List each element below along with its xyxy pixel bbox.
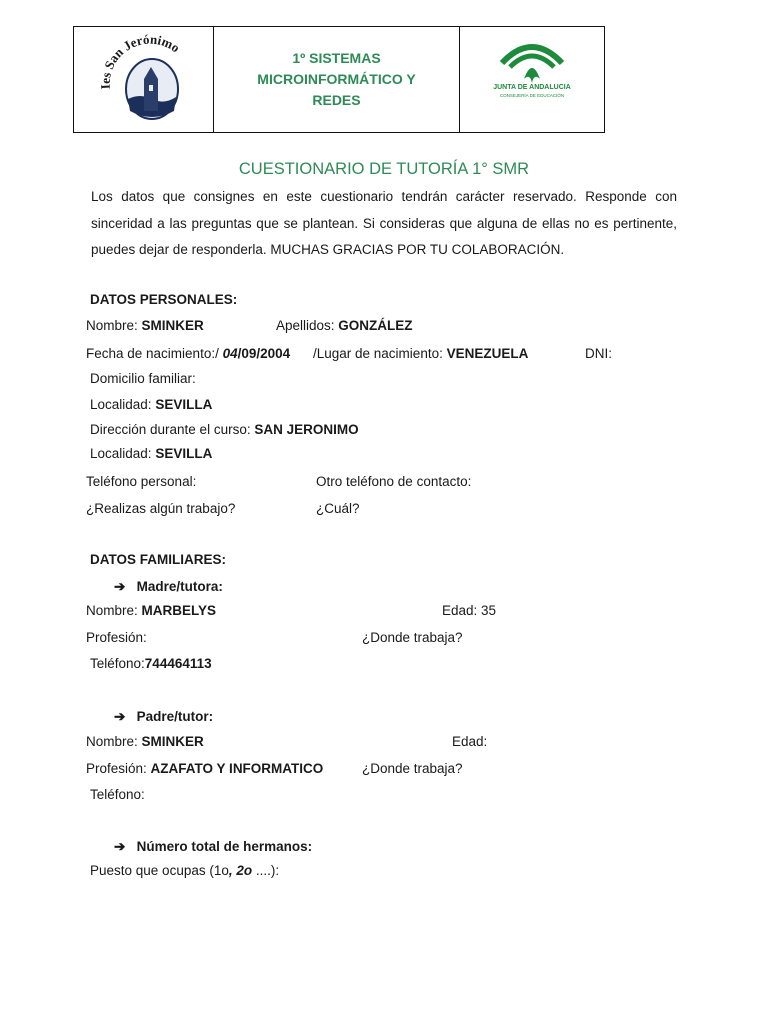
madre-donde-trabaja-field: ¿Donde trabaja?: [362, 630, 463, 645]
arrow-icon: ➔: [114, 579, 126, 594]
fecha-nacimiento-field: Fecha de nacimiento:/ 04/09/2004: [86, 346, 291, 361]
localidad-field-2: Localidad: SEVILLA: [90, 446, 213, 461]
localidad-field-1: Localidad: SEVILLA: [90, 397, 213, 412]
padre-profesion-field: Profesión: AZAFATO Y INFORMATICO: [86, 761, 324, 776]
trabajo-field: ¿Realizas algún trabajo?: [86, 501, 236, 516]
school-logo-text: Ies San Jerónimo: [97, 31, 183, 90]
family-data-heading: DATOS FAMILIARES:: [90, 552, 227, 567]
nombre-field: Nombre: SMINKER: [86, 318, 204, 333]
padre-donde-trabaja-field: ¿Donde trabaja?: [362, 761, 463, 776]
school-logo: [74, 27, 212, 131]
intro-paragraph: Los datos que consignes en este cuestionario tendrán carácter reservado. Responde con sinceridad a las preguntas que se plantean. Si consideras que alguna de ellas no es pertinente, puedes dejar de responderla. MUCHAS GRACIAS POR TU COLABORACIÓN.: [91, 189, 677, 257]
dni-field: DNI:: [585, 346, 612, 361]
lugar-nacimiento-field: /Lugar de nacimiento: VENEZUELA: [313, 346, 529, 361]
cual-field: ¿Cuál?: [316, 501, 360, 516]
padre-nombre-field: Nombre: SMINKER: [86, 734, 204, 749]
personal-data-heading: DATOS PERSONALES:: [90, 292, 238, 307]
junta-logo-subtext: CONSEJERÍA DE EDUCACIÓN: [499, 93, 565, 98]
lugar-value: VENEZUELA: [446, 346, 529, 361]
header-table: [73, 26, 605, 133]
course-title: 1º SISTEMAS MICROINFORMÁTICO Y REDES: [257, 50, 416, 108]
course-title-cell: [214, 27, 460, 132]
puesto-field: Puesto que ocupas (1o, 2o ....):: [90, 863, 280, 878]
madre-nombre-field: Nombre: MARBELYS: [86, 603, 217, 618]
apellidos-field: Apellidos: GONZÁLEZ: [276, 318, 413, 333]
otro-telefono-field: Otro teléfono de contacto:: [316, 474, 472, 489]
junta-logo-cell: [460, 27, 604, 132]
junta-logo: [460, 27, 604, 131]
madre-edad-field: Edad: 35: [442, 603, 497, 618]
domicilio-field: Domicilio familiar:: [90, 371, 196, 386]
apellidos-value: GONZÁLEZ: [338, 318, 413, 333]
direccion-field: Dirección durante el curso: SAN JERONIMO: [90, 422, 359, 437]
arrow-icon: ➔: [114, 709, 126, 724]
junta-logo-text: JUNTA DE ANDALUCIA: [493, 84, 571, 91]
padre-telefono-field: Teléfono:: [90, 787, 145, 802]
madre-telefono-field: Teléfono:744464113: [90, 656, 212, 671]
nombre-value: SMINKER: [141, 318, 204, 333]
padre-edad-field: Edad:: [452, 734, 488, 749]
madre-profesion-field: Profesión:: [86, 630, 147, 645]
document-title: CUESTIONARIO DE TUTORÍA 1° SMR: [238, 160, 530, 178]
madre-heading: ➔ Madre/tutora:: [114, 579, 223, 594]
hermanos-heading: ➔ Número total de hermanos:: [114, 839, 313, 854]
padre-heading: ➔ Padre/tutor:: [114, 709, 214, 724]
telefono-personal-field: Teléfono personal:: [86, 474, 197, 489]
arrow-icon: ➔: [114, 839, 126, 854]
school-logo-cell: [74, 27, 214, 132]
